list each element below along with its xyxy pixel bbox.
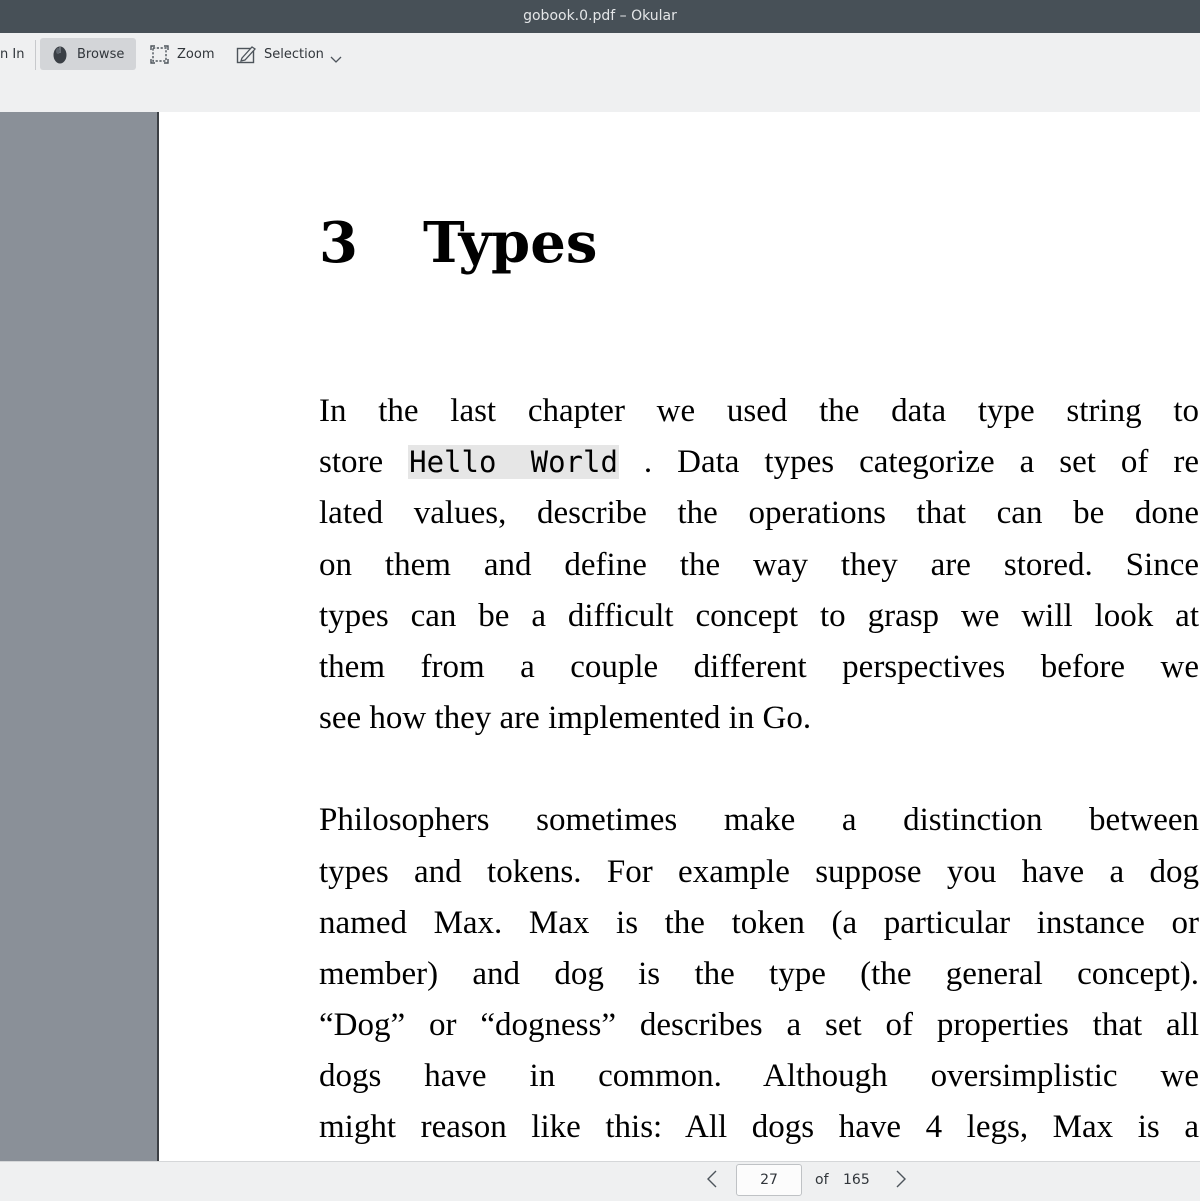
window-titlebar bbox=[0, 0, 1200, 33]
chevron-right-icon bbox=[896, 1170, 906, 1192]
chevron-down-icon[interactable] bbox=[330, 56, 342, 64]
text-line: member) and dog is the type (the general concept). bbox=[319, 955, 1199, 992]
text-line: “Dog” or “dogness” describes a set of properties that all bbox=[319, 1007, 1199, 1044]
selection-tool-icon bbox=[236, 45, 257, 64]
text-line: types can be a difficult concept to grasp we will look at bbox=[319, 597, 1199, 634]
text-line: on them and define the way they are stored. Since bbox=[319, 546, 1199, 583]
previous-page-button[interactable] bbox=[702, 1170, 722, 1192]
text-line: them from a couple different perspectives before we bbox=[319, 648, 1199, 685]
total-pages: 165 bbox=[843, 1172, 870, 1188]
chapter-number: 3 bbox=[319, 210, 358, 276]
text-span: store bbox=[319, 444, 409, 481]
browse-label: Browse bbox=[77, 46, 125, 62]
zoom-label: Zoom bbox=[177, 46, 215, 62]
chapter-heading bbox=[319, 210, 597, 276]
text-line: types and tokens. For example suppose you have a dog bbox=[319, 853, 1199, 890]
mouse-icon bbox=[52, 44, 68, 64]
paragraph-gap bbox=[319, 744, 1199, 795]
chevron-left-icon bbox=[707, 1170, 717, 1192]
paragraph bbox=[319, 795, 1199, 1153]
zoom-tool-icon bbox=[150, 45, 169, 64]
document-body bbox=[319, 386, 1199, 1154]
text-line bbox=[319, 437, 1199, 488]
text-line: Philosophers sometimes make a distinction between bbox=[319, 802, 1199, 839]
document-page[interactable] bbox=[159, 112, 1200, 1161]
zoom-in-button[interactable] bbox=[0, 38, 30, 70]
selection-label: Selection bbox=[264, 46, 324, 62]
toolbar-separator bbox=[35, 40, 36, 70]
browse-tool-button[interactable] bbox=[40, 38, 136, 70]
selection-tool-button[interactable] bbox=[236, 38, 342, 70]
page-number-input[interactable] bbox=[736, 1164, 802, 1196]
text-span: . Data types categorize a set of re bbox=[643, 444, 1199, 481]
paragraph bbox=[319, 386, 1199, 744]
text-line: lated values, describe the operations that can be done bbox=[319, 495, 1199, 532]
text-line: see how they are implemented in Go. bbox=[319, 700, 812, 737]
page-view-background bbox=[0, 112, 158, 1161]
text-line: In the last chapter we used the data type string to bbox=[319, 393, 1199, 429]
next-page-button[interactable] bbox=[891, 1170, 911, 1192]
text-line: named Max. Max is the token (a particular instance or bbox=[319, 904, 1199, 941]
window-title: gobook.0.pdf – Okular bbox=[523, 8, 677, 24]
text-line: dogs have in common. Although oversimplistic we bbox=[319, 1058, 1199, 1095]
chapter-title: Types bbox=[423, 210, 598, 276]
page-of-label: of bbox=[815, 1172, 829, 1188]
text-line: might reason like this: All dogs have 4 legs, Max is a bbox=[319, 1109, 1199, 1146]
inline-code: Hello World bbox=[409, 445, 618, 480]
bottom-status-bar bbox=[0, 1161, 1200, 1201]
zoom-in-label: n In bbox=[0, 46, 25, 62]
zoom-tool-button[interactable] bbox=[150, 38, 214, 70]
